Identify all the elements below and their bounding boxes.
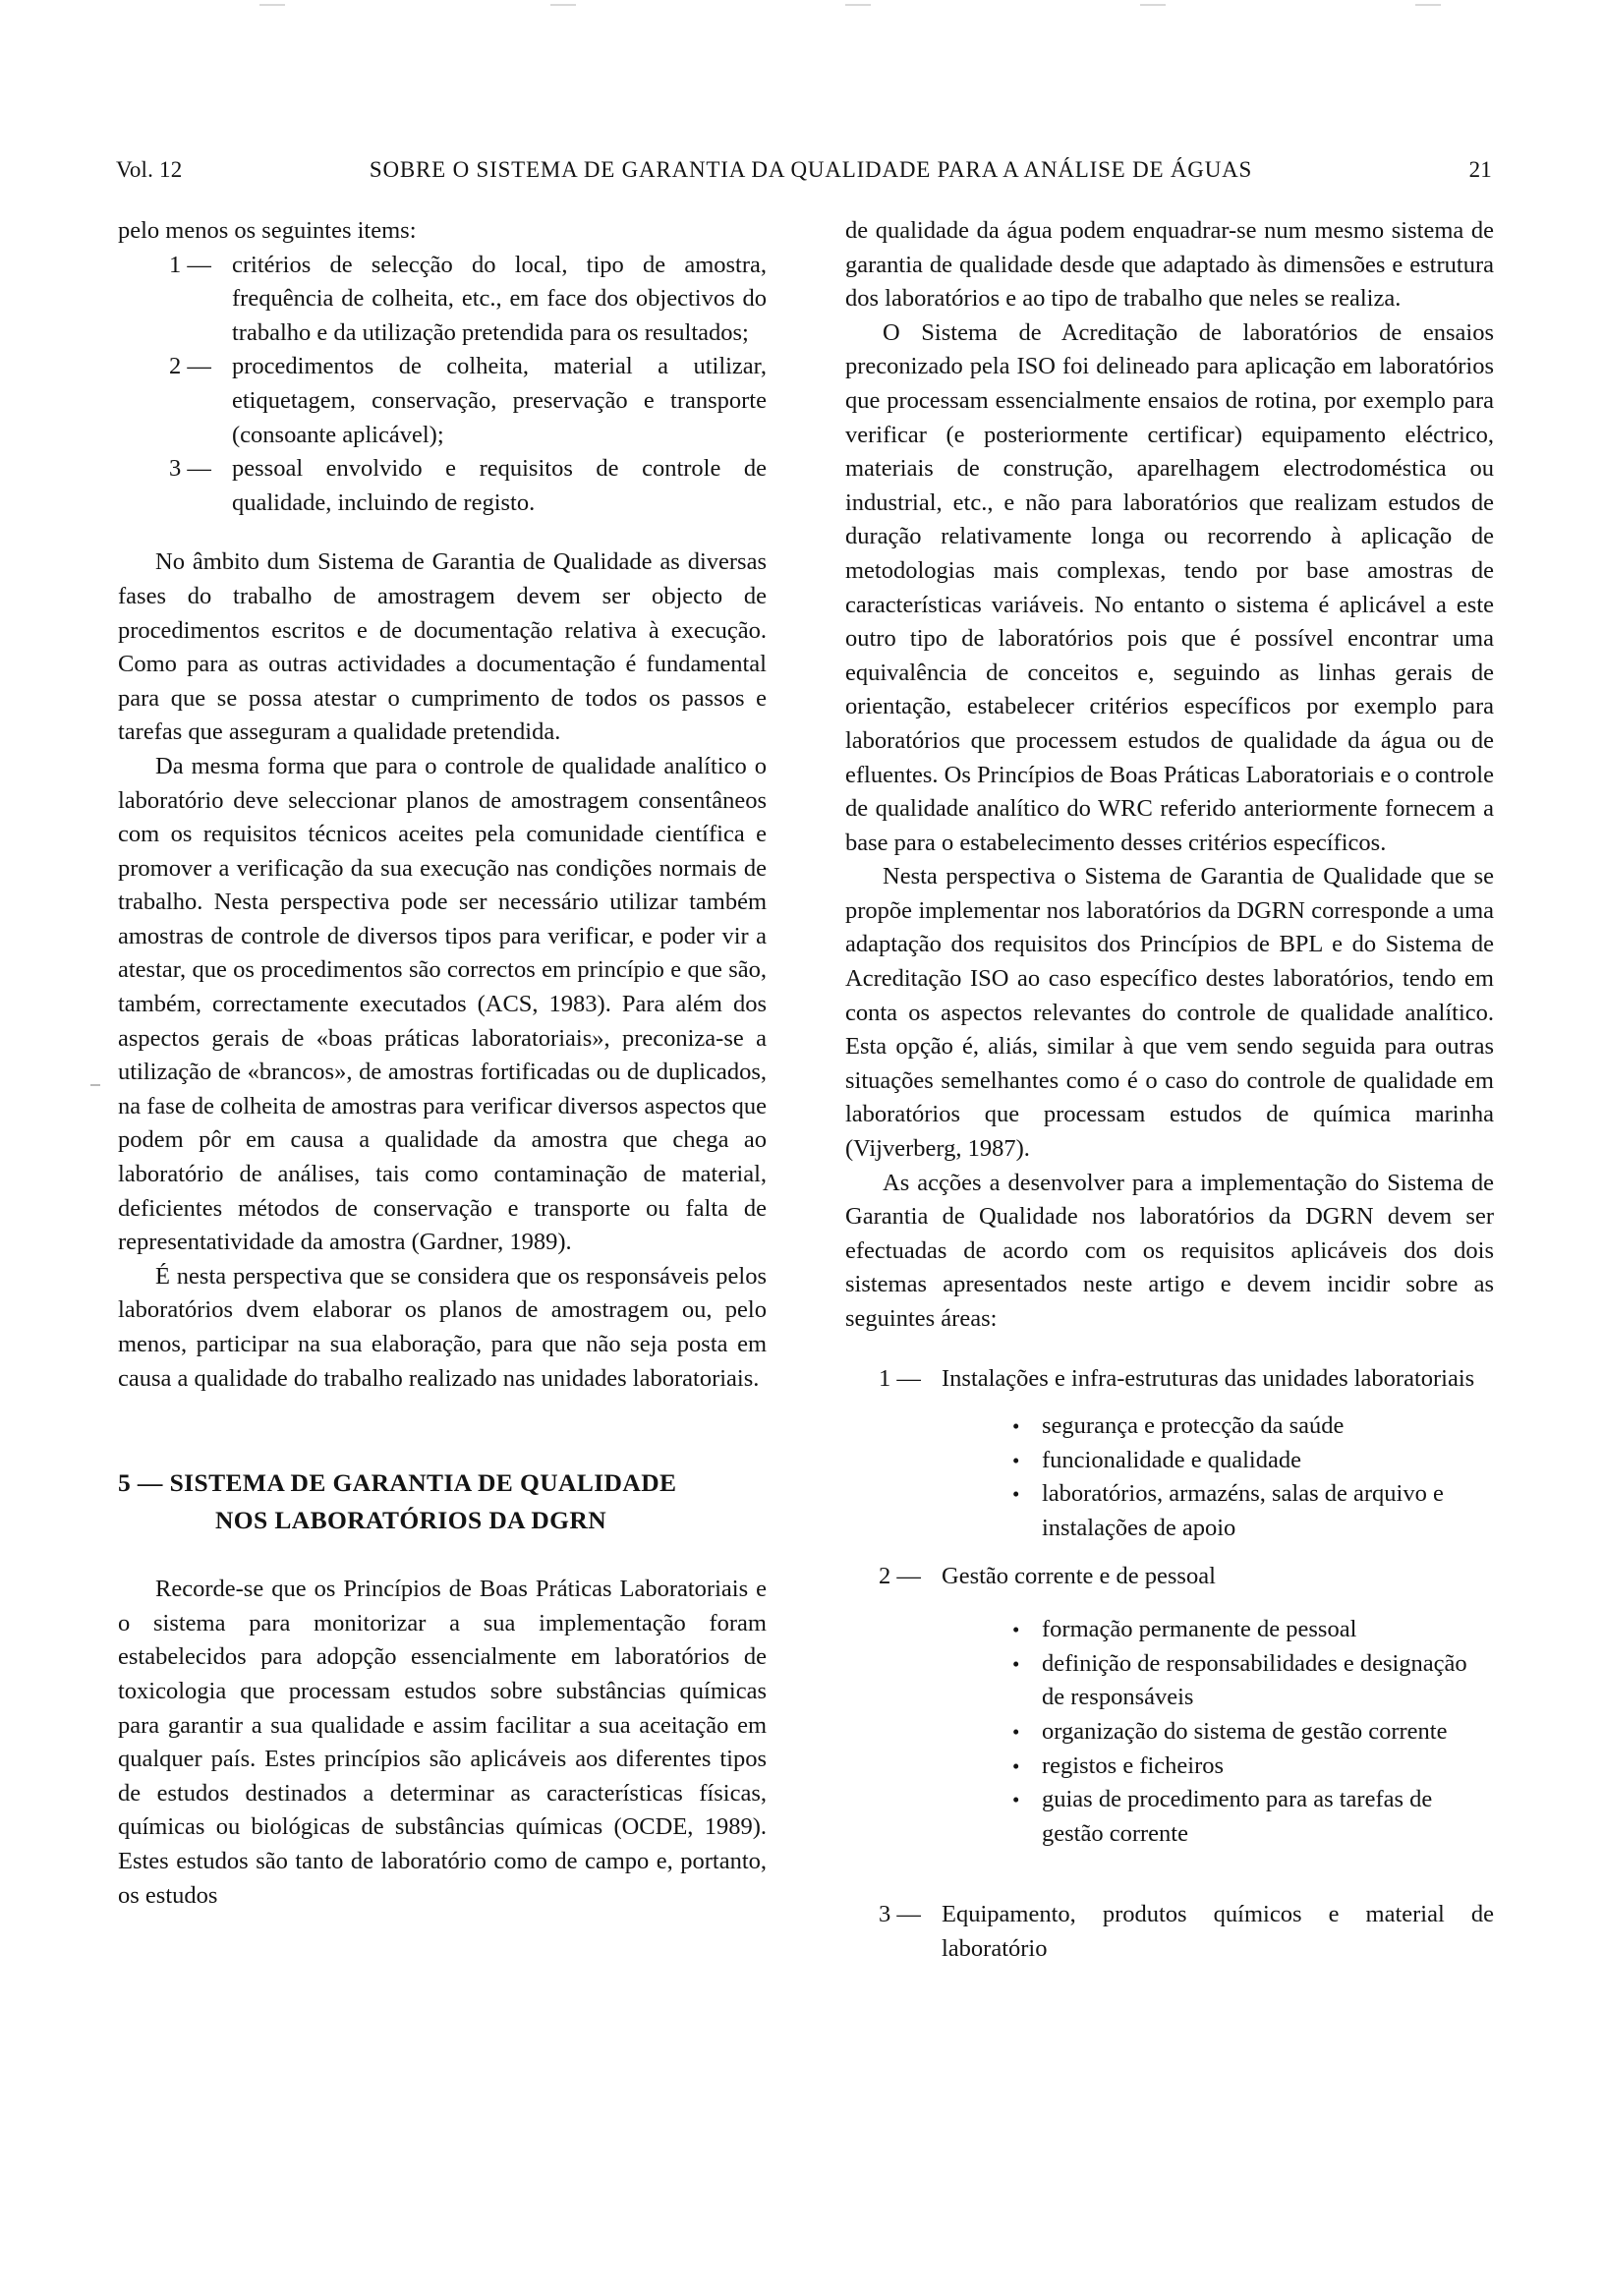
list-item — [1012, 1409, 1494, 1444]
list-item-text: procedimentos de colheita, material a utilizar, etiquetagem, conservação, preservação e transporte (consoante aplicável); — [232, 353, 767, 448]
list-item-text: Instalações e infra-estruturas das unidades laboratoriais — [942, 1364, 1475, 1392]
area-1-bullets — [845, 1409, 1494, 1545]
bullet-text: formação permanente de pessoal — [1042, 1616, 1357, 1643]
list-item — [1012, 1613, 1494, 1647]
bullet-icon: • — [1012, 1788, 1020, 1812]
list-item — [1012, 1715, 1494, 1750]
bullet-text: laboratórios, armazéns, salas de arquivo e instalações de apoio — [1042, 1480, 1444, 1541]
list-item — [1012, 1647, 1494, 1715]
scan-edge-marks — [0, 0, 1604, 14]
bullet-icon: • — [1012, 1414, 1020, 1439]
list-item — [169, 350, 767, 452]
paragraph: Recorde-se que os Princípios de Boas Práticas Laboratoriais e o sistema para monitorizar a sua implementação foram estabelecidos para adopção essencialmente em laboratórios de toxicologia que processam estudos sobre substâncias químicas para garantir a sua qualidade e assim facilitar a sua aceitação em qualquer país. Estes princípios são aplicáveis aos diferentes tipos de estudos destinados a determinar as características físicas, químicas ou biológicas de substâncias químicas (OCDE, 1989). Estes estudos são tanto de laboratório como de campo e, portanto, os estudos — [118, 1576, 767, 1909]
section-heading-line-1: 5 — SISTEMA DE GARANTIA DE QUALIDADE — [118, 1468, 677, 1498]
list-item — [879, 1362, 1494, 1397]
paragraph: O Sistema de Acreditação de laboratórios de ensaios preconizado pela ISO foi delineado para aplicação em laboratórios que processam essencialmente ensaios de rotina, por exemplo para verificar (e posteriormente certificar) equipamento eléctrico, materiais de construção, aparelhagem electrodoméstica ou industrial, etc., e não para laboratórios que realizam estudos de duração relativamente longa ou recorrendo à aplicação de metodologias mais complexas, tendo por base amostras de características variáveis. No entanto o sistema é aplicável a este outro tipo de laboratórios pois que é possível encontrar uma equivalência de conceitos e, seguindo as linhas gerais de orientação, estabelecer critérios específicos por exemplo para laboratórios que processem estudos de qualidade da água ou de efluentes. Os Princípios de Boas Práticas Laboratoriais e o controle de qualidade analítico do WRC referido anteriormente fornecem a base para o estabelecimento desses critérios específicos. — [845, 318, 1494, 856]
list-marker: 1 — — [879, 1364, 921, 1392]
action-areas-list — [845, 1898, 1494, 1966]
paragraph: de qualidade da água podem enquadrar-se num mesmo sistema de garantia de qualidade desde que adaptado às dimensões e estrutura dos laboratórios e ao tipo de trabalho que neles se realiza. — [845, 217, 1494, 313]
action-areas-list — [845, 1560, 1494, 1594]
list-item — [169, 249, 767, 351]
bullet-icon: • — [1012, 1448, 1020, 1472]
list-item — [1012, 1477, 1494, 1545]
bullet-text: registos e ficheiros — [1042, 1751, 1225, 1779]
bullet-text: organização do sistema de gestão corrente — [1042, 1717, 1448, 1745]
action-areas-list — [845, 1362, 1494, 1397]
paragraph: Da mesma forma que para o controle de qualidade analítico o laboratório deve seleccionar planos de amostragem consentâneos com os requisitos técnicos aceites pela comunidade científica e promover a verificação da sua execução nas condições normais de trabalho. Nesta perspectiva pode ser necessário utilizar também amostras de controle de diversos tipos para verificar, e poder vir a atestar, que os procedimentos são correctos em princípio e que são, também, correctamente executados (ACS, 1983). Para além dos aspectos gerais de «boas práticas laboratoriais», preconiza-se a utilização de «brancos», de amostras fortificadas ou de duplicados, na fase de colheita de amostras para verificar diversos aspectos que podem pôr em causa a qualidade da amostra que chega ao laboratório de análises, tais como contaminação de material, deficientes métodos de conservação e transporte ou falta de representatividade da amostra (Gardner, 1989). — [118, 752, 767, 1256]
list-item — [1012, 1783, 1494, 1851]
list-marker: 3 — — [879, 1901, 921, 1928]
list-marker: 1 — — [169, 251, 211, 278]
paragraph: É nesta perspectiva que se considera que os responsáveis pelos laboratórios dvem elaborar os planos de amostragem ou, pelo menos, participar na sua elaboração, para que não seja posta em causa a qualidade do trabalho realizado nas unidades laboratoriais. — [118, 1262, 767, 1392]
scan-stray-mark — [90, 1084, 100, 1086]
list-item-text: Gestão corrente e de pessoal — [942, 1562, 1216, 1589]
left-column — [118, 214, 767, 1967]
two-column-body — [118, 214, 1494, 1967]
paragraph: As acções a desenvolver para a implementação do Sistema de Garantia de Qualidade nos laboratórios da DGRN devem ser efectuadas de acordo com os requisitos aplicáveis dos dois sistemas apresentados neste artigo e devem incidir sobre as seguintes áreas: — [845, 1169, 1494, 1332]
paragraph: No âmbito dum Sistema de Garantia de Qualidade as diversas fases do trabalho de amostragem devem ser objecto de procedimentos escritos e de documentação relativa à execução. Como para as outras actividades a documentação é fundamental para que se possa atestar o cumprimento de todos os passos e tarefas que asseguram a qualidade pretendida. — [118, 548, 767, 746]
list-marker: 2 — — [169, 353, 211, 380]
list-item-text: Equipamento, produtos químicos e material de laboratório — [942, 1901, 1494, 1962]
area-2-bullets — [845, 1613, 1494, 1851]
page-number: 21 — [1468, 157, 1492, 182]
bullet-text: funcionalidade e qualidade — [1042, 1446, 1301, 1473]
lead-in-text: pelo menos os seguintes items: — [118, 217, 417, 244]
bullet-text: segurança e protecção da saúde — [1042, 1412, 1345, 1440]
list-marker: 3 — — [169, 455, 211, 483]
running-head — [116, 157, 1492, 189]
list-item-text: pessoal envolvido e requisitos de controle de qualidade, incluindo de registo. — [232, 455, 767, 516]
bullet-icon: • — [1012, 1651, 1020, 1676]
list-item — [1012, 1750, 1494, 1784]
bullet-icon: • — [1012, 1618, 1020, 1642]
paragraph: Nesta perspectiva o Sistema de Garantia de Qualidade que se propõe implementar nos laboratórios da DGRN corresponde a uma adaptação dos requisitos dos Princípios de BPL e do Sistema de Acreditação ISO ao caso específico destes laboratórios, tendo em conta os aspectos relevantes do controle de qualidade analítico. Esta opção é, aliás, similar à que vem sendo seguida para outras situações semelhantes como é o caso do controle de qualidade em laboratórios que processam estudos de química marinha (Vijverberg, 1987). — [845, 863, 1494, 1163]
section-heading — [118, 1464, 767, 1539]
bullet-icon: • — [1012, 1482, 1020, 1507]
sampling-requirements-list — [118, 249, 767, 521]
bullet-icon: • — [1012, 1719, 1020, 1744]
bullet-text: definição de responsabilidades e designação de responsáveis — [1042, 1649, 1467, 1711]
list-item — [169, 452, 767, 520]
list-item — [879, 1898, 1494, 1966]
list-item-text: critérios de selecção do local, tipo de amostra, frequência de colheita, etc., em face dos objectivos do trabalho e da utilização pretendida para os resultados; — [232, 251, 767, 346]
bullet-text: guias de procedimento para as tarefas de gestão corrente — [1042, 1786, 1433, 1847]
bullet-icon: • — [1012, 1753, 1020, 1778]
list-item — [879, 1560, 1494, 1594]
list-item — [1012, 1444, 1494, 1478]
volume-label: Vol. 12 — [116, 157, 183, 182]
right-column — [845, 214, 1494, 1967]
section-heading-line-2: NOS LABORATÓRIOS DA DGRN — [214, 1506, 607, 1535]
running-title: SOBRE O SISTEMA DE GARANTIA DA QUALIDADE PARA A ANÁLISE DE ÁGUAS — [369, 157, 1253, 182]
list-marker: 2 — — [879, 1562, 921, 1589]
